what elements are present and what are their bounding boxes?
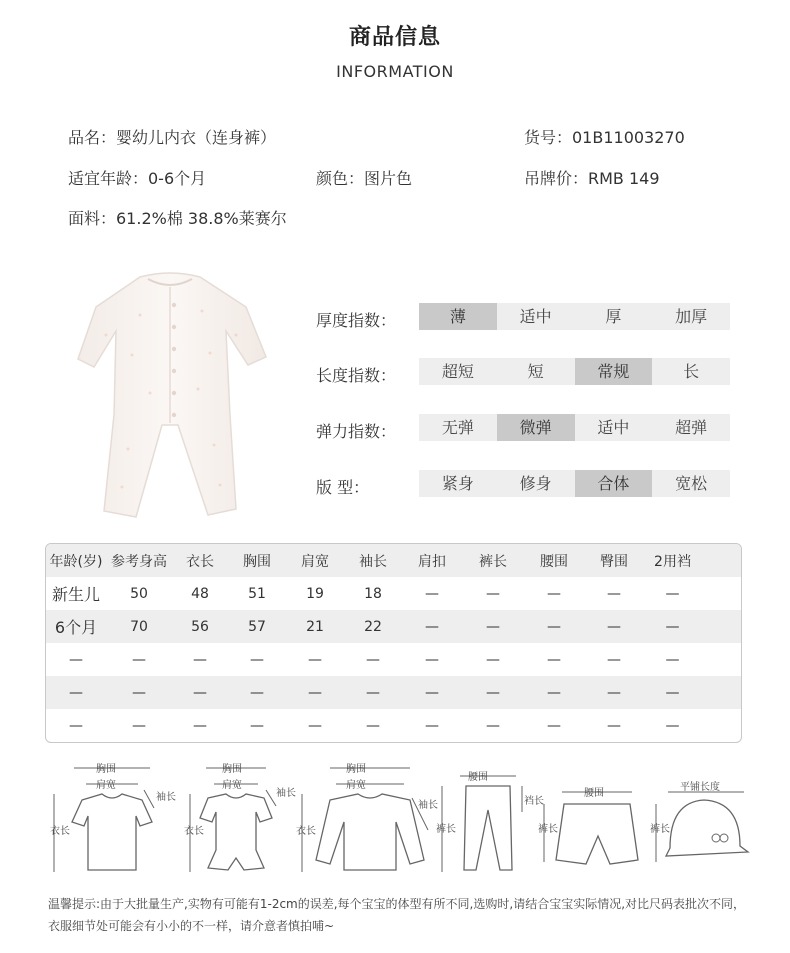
table-cell: — [366, 684, 380, 701]
table-cell: — [486, 618, 500, 635]
table-row [46, 676, 741, 709]
chest-label-3: 胸围 [346, 764, 366, 775]
product-sku: 货号：01B11003270 [524, 128, 685, 147]
table-cell: — [69, 684, 83, 701]
product-age: 适宜年龄：0-6个月 [68, 169, 207, 188]
table-cell: — [250, 717, 264, 734]
notice-text: 温馨提示:由于大批量生产,实物有可能有1-2cm的误差,每个宝宝的体型有所不同,选购时,请结合宝宝实际情况,对比尺码表批次不同，衣服细节处可能会有小小的不一样，请介意者慎拍哺~ [48, 897, 746, 933]
table-cell: — [486, 651, 500, 668]
length-label-1: 衣长 [50, 826, 70, 837]
elasticity-option: 微弹 [497, 414, 575, 441]
pants-length-label-4: 裤长 [436, 824, 456, 835]
fit-label: 版 型： [316, 478, 370, 497]
table-cell: — [132, 651, 146, 668]
thickness-option: 薄 [419, 303, 497, 330]
table-cell: — [665, 585, 680, 602]
fit-option: 修身 [519, 474, 552, 493]
table-cell: — [486, 585, 500, 602]
table-cell: — [547, 618, 561, 635]
table-cell: — [607, 618, 621, 635]
table-cell: — [132, 717, 146, 734]
table-header: 衣长 [186, 553, 214, 570]
thickness-option: 厚 [605, 307, 622, 326]
table-cell: — [250, 651, 264, 668]
table-cell: 19 [306, 585, 324, 602]
waist-label-5: 腰围 [584, 788, 604, 799]
table-cell: 48 [191, 585, 209, 602]
length-label-2: 衣长 [184, 826, 204, 837]
table-cell: 21 [306, 618, 324, 635]
table-cell: — [547, 684, 561, 701]
table-header: 臀围 [600, 553, 628, 570]
table-cell: — [69, 717, 83, 734]
section-subtitle: INFORMATION [336, 62, 454, 81]
table-cell: — [665, 651, 680, 668]
table-cell: 56 [191, 618, 209, 635]
table-row [46, 643, 741, 676]
table-cell: — [665, 618, 680, 635]
table-cell: — [665, 717, 680, 734]
table-header: 肩宽 [301, 553, 329, 570]
table-cell: — [308, 684, 322, 701]
table-cell: — [547, 717, 561, 734]
table-cell: — [486, 684, 500, 701]
table-cell: — [193, 684, 207, 701]
table-cell: — [366, 651, 380, 668]
shoulder-label-3: 肩宽 [346, 780, 366, 791]
table-cell: — [308, 651, 322, 668]
fit-option: 合体 [575, 470, 653, 497]
length-label: 长度指数： [316, 366, 397, 385]
flat-length-label-6: 平铺长度 [680, 782, 720, 793]
table-header: 腰围 [540, 553, 568, 570]
table-row [46, 577, 741, 610]
table-cell: — [250, 684, 264, 701]
shoulder-label-2: 肩宽 [222, 780, 242, 791]
pants-length-label-5: 裤长 [538, 824, 558, 835]
length-label-3: 衣长 [296, 826, 316, 837]
shoulder-label-1: 肩宽 [96, 780, 116, 791]
table-header-row [46, 544, 741, 577]
product-color: 颜色：图片色 [316, 169, 413, 188]
table-cell: — [486, 717, 500, 734]
table-cell: — [607, 651, 621, 668]
size-table [45, 543, 742, 743]
elasticity-option: 无弹 [441, 418, 474, 437]
length-option: 短 [527, 362, 544, 381]
table-cell: — [132, 684, 146, 701]
thickness-label: 厚度指数： [316, 311, 397, 330]
table-cell: — [425, 585, 439, 602]
product-image [70, 265, 270, 525]
table-cell: 18 [364, 585, 382, 602]
table-row [46, 709, 741, 742]
elasticity-scale [419, 414, 730, 441]
fit-scale [419, 470, 730, 497]
thickness-option: 加厚 [675, 307, 708, 326]
sleeve-label-2: 袖长 [276, 788, 296, 799]
product-fabric: 面料：61.2%棉 38.8%莱赛尔 [68, 209, 287, 228]
elasticity-option: 适中 [597, 418, 630, 437]
sleeve-label-3: 袖长 [418, 800, 438, 811]
product-name: 品名：婴幼儿内衣（连身裤） [68, 128, 277, 147]
table-cell: — [425, 618, 439, 635]
waist-label-4: 腰围 [468, 772, 488, 783]
elasticity-option: 超弹 [675, 418, 708, 437]
fit-option: 宽松 [675, 474, 708, 493]
chest-label-2: 胸围 [222, 764, 242, 775]
table-cell: — [193, 717, 207, 734]
table-cell: 70 [130, 618, 148, 635]
table-header: 2用裆 [654, 553, 691, 570]
table-cell: 新生儿 [51, 585, 100, 604]
table-cell: 22 [364, 618, 382, 635]
table-cell: 57 [248, 618, 266, 635]
length-option: 超短 [441, 362, 474, 381]
section-title: 商品信息 [348, 25, 441, 50]
table-cell: — [193, 651, 207, 668]
length-option: 长 [683, 362, 700, 381]
table-header: 参考身高 [111, 553, 167, 570]
table-cell: — [69, 651, 83, 668]
table-cell: — [308, 717, 322, 734]
table-cell: — [425, 717, 439, 734]
measurement-diagrams [40, 760, 760, 880]
table-cell: 50 [130, 585, 148, 602]
table-header: 裤长 [479, 553, 507, 570]
table-header: 年龄(岁) [49, 553, 103, 570]
table-cell: — [366, 717, 380, 734]
length-scale [419, 358, 730, 385]
table-cell: — [607, 585, 621, 602]
chest-label-1: 胸围 [96, 764, 116, 775]
table-cell: — [425, 684, 439, 701]
pants-length-label-6: 裤长 [650, 824, 670, 835]
elasticity-label: 弹力指数： [316, 422, 397, 441]
table-cell: 51 [248, 585, 266, 602]
crotch-label-4: 裆长 [524, 796, 544, 807]
thickness-option: 适中 [519, 307, 552, 326]
product-price: 吊牌价：RMB 149 [524, 169, 660, 188]
thickness-scale [419, 303, 730, 330]
table-cell: 6个月 [54, 618, 98, 637]
sleeve-label-1: 袖长 [156, 792, 176, 803]
table-cell: — [607, 684, 621, 701]
table-header: 肩扣 [418, 553, 446, 570]
table-cell: — [547, 651, 561, 668]
length-option: 常规 [575, 358, 653, 385]
table-header: 胸围 [243, 553, 271, 570]
table-cell: — [425, 651, 439, 668]
table-row [46, 610, 741, 643]
table-cell: — [665, 684, 680, 701]
fit-option: 紧身 [441, 474, 474, 493]
table-cell: — [607, 717, 621, 734]
table-cell: — [547, 585, 561, 602]
table-header: 袖长 [359, 553, 387, 570]
